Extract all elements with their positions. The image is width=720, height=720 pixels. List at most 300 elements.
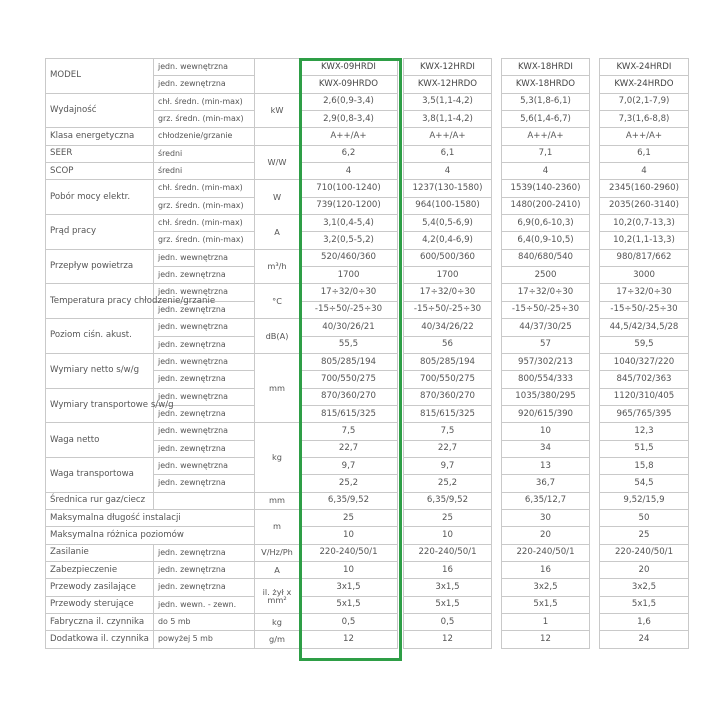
column-gap: [590, 284, 600, 301]
spec-value: 4: [404, 163, 492, 180]
table-row: [46, 353, 689, 370]
column-gap: [492, 128, 502, 145]
table-row: [46, 631, 689, 648]
spec-value: 20: [502, 527, 590, 544]
spec-subcategory: chł. średn. (min-max): [154, 180, 255, 197]
table-row: [46, 284, 689, 301]
spec-value: A++/A+: [502, 128, 590, 145]
spec-subcategory: jedn. wewnętrzna: [154, 388, 255, 405]
spec-value: 7,5: [300, 423, 398, 440]
spec-value: 4: [502, 163, 590, 180]
spec-value: 805/285/194: [300, 353, 398, 370]
spec-category: Prąd pracy: [46, 215, 154, 250]
column-gap: [590, 353, 600, 370]
spec-value: 56: [404, 336, 492, 353]
column-gap: [492, 579, 502, 596]
column-gap: [590, 371, 600, 388]
spec-unit: W/W: [255, 145, 300, 180]
spec-value: 10: [502, 423, 590, 440]
spec-value: 55,5: [300, 336, 398, 353]
table-row: [46, 128, 689, 145]
spec-value: 3,1(0,4-5,4): [300, 215, 398, 232]
spec-value: 7,1: [502, 145, 590, 162]
spec-category: Temperatura pracy chłodzenie/grzanie: [46, 284, 154, 319]
table-row: [46, 509, 689, 526]
column-gap: [492, 284, 502, 301]
column-gap: [590, 197, 600, 214]
spec-value: 845/702/363: [600, 371, 689, 388]
spec-value: 16: [502, 561, 590, 578]
column-gap: [492, 596, 502, 613]
spec-value: 2500: [502, 267, 590, 284]
spec-value: 4: [600, 163, 689, 180]
spec-subcategory: jedn. wewnętrzna: [154, 353, 255, 370]
spec-subcategory: jedn. wewnętrzna: [154, 457, 255, 474]
column-gap: [590, 457, 600, 474]
spec-value: 17÷32/0÷30: [404, 284, 492, 301]
table-row: [46, 180, 689, 197]
spec-value: 10,2(0,7-13,3): [600, 215, 689, 232]
spec-value: -15÷50/-25÷30: [600, 301, 689, 318]
spec-subcategory: grz. średn. (min-max): [154, 232, 255, 249]
spec-value: 800/554/333: [502, 371, 590, 388]
spec-value: 3,5(1,1-4,2): [404, 93, 492, 110]
spec-subcategory: jedn. wewn. - zewn.: [154, 596, 255, 613]
spec-value: 2,6(0,9-3,4): [300, 93, 398, 110]
column-gap: [590, 232, 600, 249]
indoor-model-0: KWX-09HRDI: [300, 59, 398, 76]
spec-category: Przepływ powietrza: [46, 249, 154, 284]
spec-value: 16: [404, 561, 492, 578]
spec-value: 980/817/662: [600, 249, 689, 266]
column-gap: [492, 93, 502, 110]
column-gap: [590, 145, 600, 162]
spec-unit: il. żył x mm²: [255, 579, 300, 614]
column-gap: [590, 561, 600, 578]
spec-value: 964(100-1580): [404, 197, 492, 214]
spec-value: 34: [502, 440, 590, 457]
spec-value: 36,7: [502, 475, 590, 492]
table-row: [46, 249, 689, 266]
spec-value: 920/615/390: [502, 405, 590, 422]
column-gap: [590, 423, 600, 440]
spec-subcategory: średni: [154, 145, 255, 162]
spec-value: 3x2,5: [600, 579, 689, 596]
column-gap: [492, 353, 502, 370]
spec-category: Klasa energetyczna: [46, 128, 154, 145]
spec-subcategory: jedn. zewnętrzna: [154, 336, 255, 353]
spec-value: 1040/327/220: [600, 353, 689, 370]
spec-value: 220-240/50/1: [502, 544, 590, 561]
table-row: [46, 388, 689, 405]
spec-value: 6,35/9,52: [300, 492, 398, 509]
table-row: [46, 596, 689, 613]
indoor-model-1: KWX-12HRDI: [404, 59, 492, 76]
spec-value: 710(100-1240): [300, 180, 398, 197]
spec-subcategory: jedn. zewnętrzna: [154, 579, 255, 596]
spec-value: 22,7: [404, 440, 492, 457]
spec-unit: W: [255, 180, 300, 215]
table-row: [46, 319, 689, 336]
spec-value: 3,8(1,1-4,2): [404, 111, 492, 128]
column-gap: [590, 475, 600, 492]
spec-value: 1,6: [600, 614, 689, 631]
column-gap: [590, 180, 600, 197]
spec-value: 12,3: [600, 423, 689, 440]
spec-value: 5x1,5: [502, 596, 590, 613]
spec-value: A++/A+: [600, 128, 689, 145]
spec-category: Fabryczna il. czynnika: [46, 614, 154, 631]
column-gap: [492, 336, 502, 353]
spec-value: 1700: [300, 267, 398, 284]
spec-value: 840/680/540: [502, 249, 590, 266]
spec-category: Maksymalna długość instalacji: [46, 509, 255, 526]
spec-subcategory: jedn. zewnętrzna: [154, 440, 255, 457]
spec-category: Maksymalna różnica poziomów: [46, 527, 255, 544]
column-gap: [492, 475, 502, 492]
table-row: [46, 544, 689, 561]
spec-unit: kW: [255, 93, 300, 128]
spec-value: 1035/380/295: [502, 388, 590, 405]
spec-value: 3x1,5: [404, 579, 492, 596]
spec-value: 957/302/213: [502, 353, 590, 370]
spec-value: 1237(130-1580): [404, 180, 492, 197]
spec-category: Wymiary netto s/w/g: [46, 353, 154, 388]
spec-subcategory: powyżej 5 mb: [154, 631, 255, 648]
spec-subcategory: jedn. zewnętrzna: [154, 475, 255, 492]
spec-value: A++/A+: [404, 128, 492, 145]
unit-header: [255, 59, 300, 94]
spec-unit: dB(A): [255, 319, 300, 354]
spec-value: 10,2(1,1-13,3): [600, 232, 689, 249]
spec-value: 1700: [404, 267, 492, 284]
column-gap: [492, 561, 502, 578]
column-gap: [590, 614, 600, 631]
spec-value: 17÷32/0÷30: [300, 284, 398, 301]
spec-value: 5,3(1,8-6,1): [502, 93, 590, 110]
spec-value: 6,35/9,52: [404, 492, 492, 509]
column-gap: [590, 76, 600, 93]
column-gap: [492, 509, 502, 526]
table-row: [46, 423, 689, 440]
spec-value: 220-240/50/1: [300, 544, 398, 561]
spec-value: 6,1: [600, 145, 689, 162]
spec-value: 30: [502, 509, 590, 526]
spec-value: 4: [300, 163, 398, 180]
column-gap: [590, 267, 600, 284]
indoor-unit-label: jedn. wewnętrzna: [154, 59, 255, 76]
table-row: [46, 163, 689, 180]
spec-value: 10: [300, 561, 398, 578]
column-gap: [492, 145, 502, 162]
column-gap: [590, 527, 600, 544]
column-gap: [492, 527, 502, 544]
spec-value: 815/615/325: [404, 405, 492, 422]
spec-value: 5,4(0,5-6,9): [404, 215, 492, 232]
outdoor-model-1: KWX-12HRDO: [404, 76, 492, 93]
spec-unit: V/Hz/Ph: [255, 544, 300, 561]
spec-category: Przewody zasilające: [46, 579, 154, 596]
outdoor-model-3: KWX-24HRDO: [600, 76, 689, 93]
spec-subcategory: jedn. zewnętrzna: [154, 561, 255, 578]
column-gap: [590, 249, 600, 266]
column-gap: [492, 631, 502, 648]
spec-category: Waga transportowa: [46, 457, 154, 492]
column-gap: [590, 163, 600, 180]
spec-value: 7,0(2,1-7,9): [600, 93, 689, 110]
spec-category: Waga netto: [46, 423, 154, 458]
outdoor-unit-label: jedn. zewnętrzna: [154, 76, 255, 93]
spec-subcategory: do 5 mb: [154, 614, 255, 631]
spec-value: 600/500/360: [404, 249, 492, 266]
outdoor-model-2: KWX-18HRDO: [502, 76, 590, 93]
spec-value: 40/30/26/21: [300, 319, 398, 336]
spec-value: 739(120-1200): [300, 197, 398, 214]
spec-value: 22,7: [300, 440, 398, 457]
spec-value: 220-240/50/1: [600, 544, 689, 561]
column-gap: [590, 111, 600, 128]
spec-value: 3x1,5: [300, 579, 398, 596]
column-gap: [590, 301, 600, 318]
column-gap: [590, 336, 600, 353]
spec-category: Przewody sterujące: [46, 596, 154, 613]
spec-value: 50: [600, 509, 689, 526]
spec-value: 5x1,5: [300, 596, 398, 613]
spec-unit: m: [255, 509, 300, 544]
column-gap: [492, 163, 502, 180]
table-row: [46, 527, 689, 544]
spec-subcategory: jedn. zewnętrzna: [154, 371, 255, 388]
column-gap: [492, 319, 502, 336]
table-row: [46, 614, 689, 631]
spec-table: [45, 58, 689, 649]
column-gap: [492, 492, 502, 509]
spec-category: Dodatkowa il. czynnika: [46, 631, 154, 648]
spec-value: 870/360/270: [404, 388, 492, 405]
spec-value: 6,4(0,9-10,5): [502, 232, 590, 249]
spec-category: Zabezpieczenie: [46, 561, 154, 578]
spec-subcategory: jedn. wewnętrzna: [154, 423, 255, 440]
spec-value: 25: [404, 509, 492, 526]
indoor-model-2: KWX-18HRDI: [502, 59, 590, 76]
spec-value: 1539(140-2360): [502, 180, 590, 197]
spec-value: 25,2: [404, 475, 492, 492]
spec-value: 2,9(0,8-3,4): [300, 111, 398, 128]
column-gap: [590, 128, 600, 145]
spec-value: 3,2(0,5-5,2): [300, 232, 398, 249]
spec-subcategory: chł. średn. (min-max): [154, 215, 255, 232]
column-gap: [492, 180, 502, 197]
column-gap: [492, 249, 502, 266]
spec-value: 40/34/26/22: [404, 319, 492, 336]
column-gap: [590, 596, 600, 613]
spec-value: 13: [502, 457, 590, 474]
column-gap: [492, 544, 502, 561]
column-gap: [590, 93, 600, 110]
indoor-model-3: KWX-24HRDI: [600, 59, 689, 76]
column-gap: [590, 579, 600, 596]
spec-value: 0,5: [404, 614, 492, 631]
spec-subcategory: grz. średn. (min-max): [154, 197, 255, 214]
spec-value: 9,52/15,9: [600, 492, 689, 509]
column-gap: [492, 232, 502, 249]
spec-value: 25: [300, 509, 398, 526]
spec-subcategory: chłodzenie/grzanie: [154, 128, 255, 145]
column-gap: [492, 59, 502, 76]
spec-subcategory: chł. średn. (min-max): [154, 93, 255, 110]
column-gap: [492, 457, 502, 474]
spec-value: 12: [404, 631, 492, 648]
spec-value: -15÷50/-25÷30: [502, 301, 590, 318]
column-gap: [590, 319, 600, 336]
column-gap: [590, 215, 600, 232]
spec-value: 51,5: [600, 440, 689, 457]
spec-subcategory: jedn. wewnętrzna: [154, 249, 255, 266]
column-gap: [492, 405, 502, 422]
column-gap: [492, 301, 502, 318]
spec-value: 10: [300, 527, 398, 544]
spec-value: -15÷50/-25÷30: [300, 301, 398, 318]
table-row: [46, 561, 689, 578]
spec-value: 1120/310/405: [600, 388, 689, 405]
spec-subcategory: jedn. wewnętrzna: [154, 284, 255, 301]
spec-category: Wymiary transportowe s/w/g: [46, 388, 154, 423]
spec-subcategory: średni: [154, 163, 255, 180]
spec-value: 5x1,5: [600, 596, 689, 613]
spec-value: 44/37/30/25: [502, 319, 590, 336]
spec-value: 6,35/12,7: [502, 492, 590, 509]
column-gap: [590, 388, 600, 405]
spec-value: 15,8: [600, 457, 689, 474]
spec-value: 7,5: [404, 423, 492, 440]
spec-value: 2035(260-3140): [600, 197, 689, 214]
spec-unit: [255, 128, 300, 145]
column-gap: [590, 59, 600, 76]
table-row: [46, 492, 689, 509]
spec-value: 0,5: [300, 614, 398, 631]
column-gap: [492, 111, 502, 128]
table-row: [46, 579, 689, 596]
spec-value: 6,1: [404, 145, 492, 162]
spec-category: Wydajność: [46, 93, 154, 128]
spec-value: 1: [502, 614, 590, 631]
spec-value: 6,2: [300, 145, 398, 162]
spec-value: 10: [404, 527, 492, 544]
spec-value: 700/550/275: [404, 371, 492, 388]
spec-value: 7,3(1,6-8,8): [600, 111, 689, 128]
column-gap: [492, 614, 502, 631]
column-gap: [492, 371, 502, 388]
spec-subcategory: jedn. zewnętrzna: [154, 405, 255, 422]
table-row: [46, 93, 689, 110]
spec-value: 965/765/395: [600, 405, 689, 422]
spec-value: 3x2,5: [502, 579, 590, 596]
table-row: [46, 457, 689, 474]
column-gap: [590, 544, 600, 561]
column-gap: [590, 440, 600, 457]
spec-table-body: [46, 59, 689, 649]
spec-value: A++/A+: [300, 128, 398, 145]
column-gap: [590, 492, 600, 509]
spec-unit: A: [255, 561, 300, 578]
spec-value: 1480(200-2410): [502, 197, 590, 214]
spec-category: SEER: [46, 145, 154, 162]
spec-unit: m³/h: [255, 249, 300, 284]
spec-value: 44,5/42/34,5/28: [600, 319, 689, 336]
spec-value: 25: [600, 527, 689, 544]
spec-value: 2345(160-2960): [600, 180, 689, 197]
spec-subcategory: jedn. zewnętrzna: [154, 301, 255, 318]
spec-value: 870/360/270: [300, 388, 398, 405]
spec-unit: A: [255, 215, 300, 250]
spec-value: 9,7: [404, 457, 492, 474]
column-gap: [590, 631, 600, 648]
spec-value: 17÷32/0÷30: [502, 284, 590, 301]
spec-value: 12: [502, 631, 590, 648]
spec-category: SCOP: [46, 163, 154, 180]
spec-category: Poziom ciśn. akust.: [46, 319, 154, 354]
spec-value: 5x1,5: [404, 596, 492, 613]
spec-value: 5,6(1,4-6,7): [502, 111, 590, 128]
spec-value: 59,5: [600, 336, 689, 353]
column-gap: [492, 388, 502, 405]
spec-value: 520/460/360: [300, 249, 398, 266]
spec-subcategory: grz. średn. (min-max): [154, 111, 255, 128]
spec-subcategory: jedn. zewnętrzna: [154, 267, 255, 284]
column-gap: [492, 197, 502, 214]
column-gap: [590, 405, 600, 422]
spec-value: 25,2: [300, 475, 398, 492]
column-gap: [492, 215, 502, 232]
spec-value: 3000: [600, 267, 689, 284]
spec-value: -15÷50/-25÷30: [404, 301, 492, 318]
column-gap: [492, 76, 502, 93]
spec-value: 6,9(0,6-10,3): [502, 215, 590, 232]
spec-value: 4,2(0,4-6,9): [404, 232, 492, 249]
spec-unit: °C: [255, 284, 300, 319]
spec-unit: kg: [255, 614, 300, 631]
spec-unit: g/m: [255, 631, 300, 648]
spec-value: 24: [600, 631, 689, 648]
spec-value: 9,7: [300, 457, 398, 474]
spec-value: 700/550/275: [300, 371, 398, 388]
column-gap: [590, 509, 600, 526]
spec-category: Pobór mocy elektr.: [46, 180, 154, 215]
spec-value: 17÷32/0÷30: [600, 284, 689, 301]
table-row: [46, 215, 689, 232]
column-gap: [492, 440, 502, 457]
column-gap: [492, 267, 502, 284]
spec-value: 54,5: [600, 475, 689, 492]
spec-unit: mm: [255, 492, 300, 509]
spec-category: Zasilanie: [46, 544, 154, 561]
spec-value: 12: [300, 631, 398, 648]
spec-unit: kg: [255, 423, 300, 492]
model-label: MODEL: [46, 59, 154, 94]
spec-value: 805/285/194: [404, 353, 492, 370]
header-row-indoor: [46, 59, 689, 76]
spec-category: Średnica rur gaz/ciecz: [46, 492, 154, 509]
spec-value: 815/615/325: [300, 405, 398, 422]
spec-value: 220-240/50/1: [404, 544, 492, 561]
spec-subcategory: jedn. zewnętrzna: [154, 544, 255, 561]
spec-value: 20: [600, 561, 689, 578]
outdoor-model-0: KWX-09HRDO: [300, 76, 398, 93]
table-row: [46, 145, 689, 162]
spec-subcategory: jedn. wewnętrzna: [154, 319, 255, 336]
spec-subcategory: [154, 492, 255, 509]
spec-value: 57: [502, 336, 590, 353]
